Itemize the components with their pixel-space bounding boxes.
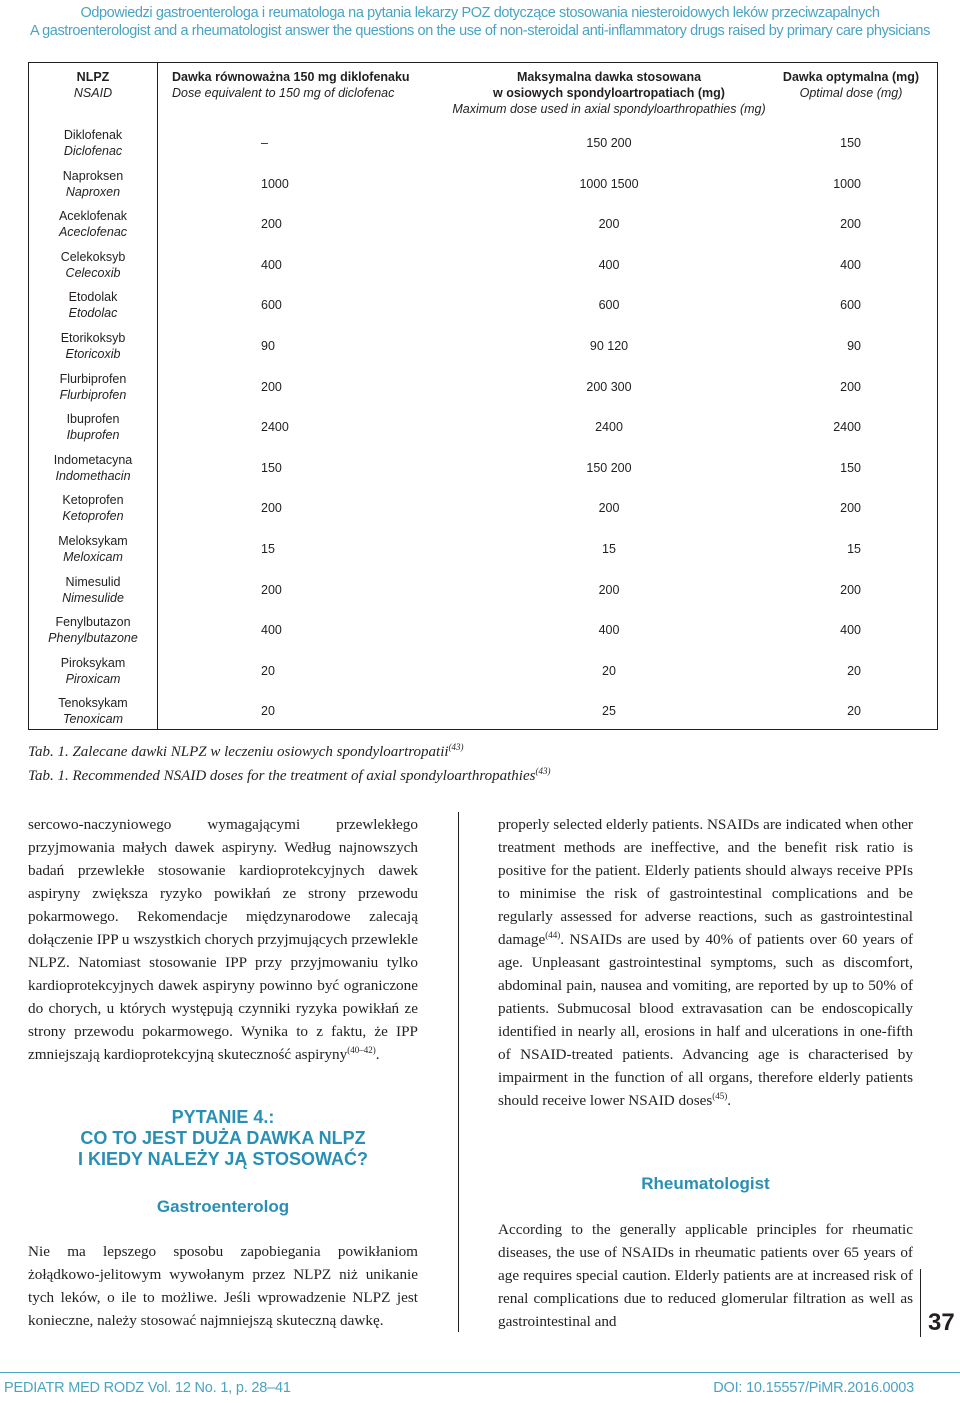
page-number-rule: [920, 1269, 921, 1337]
equiv-dose-cell: 200: [261, 501, 282, 516]
max-dose-cell: 150 200: [586, 460, 632, 475]
max-dose-cell: 600: [598, 298, 620, 313]
drug-name-pl: Tenoksykam: [58, 696, 128, 711]
equiv-dose-cell: 1000: [261, 176, 289, 191]
optimal-dose-cell: 1000: [833, 176, 861, 191]
equiv-dose-cell: –: [261, 136, 268, 150]
equiv-dose-cell: 200: [261, 217, 282, 232]
drug-name-pl: Flurbiprofen: [59, 371, 127, 386]
drug-name-en: Ibuprofen: [66, 428, 120, 443]
drug-name-pl: Fenylbutazon: [55, 615, 131, 630]
optimal-dose-cell: 400: [840, 257, 861, 272]
right-paragraph-1: properly selected elderly patients. NSAIDs are indicated when other treatment methods are ineffective, and the benefit risk ratio is positive for the patient. Elderly patients should always receive PPIs to minimise the risk of gastrointestinal complications and be regularly assessed for adverse reactions, such as gastrointestinal damage$^{(44)}$. NSAIDs are used by 40% of patients over 60 years of age. Unpleasant gastrointestinal symptoms, such as discomfort, abdominal pain, nausea and vomiting, are reported by up to 50% of patients. Submucosal blood extravasation can be endoscopically identified in nearly all, erosions in half and ulcerations in one-fifth of NSAID-treated patients. Advancing age is characterised by impairment in the function of all organs, therefore elderly patients should receive lower NSAID doses$^{(45)}$.: [498, 816, 913, 1109]
subheading-gastroenterolog: Gastroenterolog: [156, 1197, 290, 1216]
drug-cell: [29, 533, 157, 565]
footer-journal: PEDIATR MED RODZ Vol. 12 No. 1, p. 28–41: [4, 1380, 291, 1396]
drug-cell: [29, 655, 157, 687]
equiv-dose-cell: 400: [261, 257, 282, 272]
optimal-dose-cell: 150: [840, 136, 861, 150]
optimal-dose-cell: 600: [840, 298, 861, 313]
equiv-dose-cell: 600: [261, 298, 282, 313]
drug-cell: [29, 168, 157, 200]
max-dose-cell: 400: [598, 257, 620, 272]
question-heading: PYTANIE 4.: CO TO JEST DUŻA DAWKA NLPZ I KIEDY NALEŻY JĄ STOSOWAĆ?: [77, 1107, 369, 1169]
drug-cell: [29, 695, 157, 727]
drug-cell: [29, 371, 157, 403]
equiv-dose-cell: 150: [261, 460, 282, 475]
right-paragraph-2: According to the generally applicable principles for rheumatic diseases, the use of NSAIDs in rheumatic patients over 65 years of age requires special caution. Elderly patients are at increased risk of renal complications due to reduced glomerular filtration as well as gastrointestinal and: [498, 1221, 913, 1330]
drug-name-pl: Aceklofenak: [58, 209, 128, 224]
drug-name-en: Diclofenac: [63, 144, 123, 158]
max-dose-cell: 200: [598, 217, 620, 232]
drug-cell: [29, 411, 157, 443]
optimal-dose-cell: 20: [847, 663, 861, 678]
drug-cell: [29, 127, 157, 159]
footer-doi: DOI: 10.15557/PiMR.2016.0003: [713, 1380, 914, 1396]
header-drug: NLPZ NSAID: [73, 70, 113, 100]
max-dose-cell: 200: [598, 582, 620, 597]
drug-name-en: Naproxen: [65, 184, 121, 199]
drug-name-pl: Celekoksyb: [60, 249, 126, 264]
running-header-pl: Odpowiedzi gastroenterologa i reumatologa na pytania lekarzy POZ dotyczące stosowania niesteroidowych leków przeciwzapalnych: [80, 5, 880, 21]
max-dose-cell: 90 120: [589, 339, 629, 353]
equiv-dose-cell: 2400: [261, 420, 289, 435]
equiv-dose-cell: 20: [261, 704, 275, 719]
optimal-dose-cell: 20: [847, 704, 861, 719]
optimal-dose-cell: 2400: [833, 420, 861, 435]
header-equiv: Dawka równoważna 150 mg diklofenaku Dose equivalent to 150 mg of diclofenac: [172, 70, 410, 100]
drug-cell: [29, 452, 157, 484]
optimal-dose-cell: 200: [840, 379, 861, 394]
equiv-dose-cell: 400: [261, 623, 282, 638]
drug-cell: [29, 289, 157, 321]
max-dose-cell: 200 300: [586, 379, 632, 394]
footer-rule: [0, 1372, 960, 1373]
max-dose-cell: 200: [598, 501, 620, 516]
equiv-dose-cell: 15: [261, 542, 275, 556]
table-caption-pl: Tab. 1. Zalecane dawki NLPZ w leczeniu osiowych spondyloartropatii$^{(43)}$: [28, 742, 464, 760]
max-dose-cell: 1000 1500: [579, 176, 639, 191]
drug-name-en: Flurbiprofen: [59, 387, 127, 402]
optimal-dose-cell: 200: [840, 501, 861, 516]
drug-name-pl: Etodolak: [68, 290, 118, 305]
max-dose-cell: 400: [598, 623, 620, 638]
optimal-dose-cell: 200: [840, 582, 861, 597]
drug-name-pl: Piroksykam: [60, 655, 126, 670]
drug-cell: [29, 249, 157, 281]
drug-name-pl: Nimesulid: [65, 574, 121, 589]
nsaid-dose-table: [28, 62, 938, 730]
optimal-dose-cell: 90: [847, 339, 861, 353]
drug-name-en: Phenylbutazone: [48, 631, 138, 646]
optimal-dose-cell: 150: [840, 460, 861, 475]
drug-name-pl: Indometacyna: [53, 452, 133, 467]
running-header: [0, 4, 960, 40]
drug-name-en: Etodolac: [68, 306, 118, 321]
drug-name-pl: Etorikoksyb: [60, 331, 126, 345]
header-opt: Dawka optymalna (mg) Optimal dose (mg): [782, 70, 920, 100]
drug-name-en: Etoricoxib: [65, 347, 121, 361]
drug-cell: [29, 574, 157, 606]
max-dose-cell: 25: [602, 704, 616, 719]
drug-name-en: Tenoxicam: [63, 712, 123, 727]
drug-name-en: Piroxicam: [65, 671, 121, 686]
optimal-dose-cell: 200: [840, 217, 861, 232]
drug-cell: [29, 614, 157, 646]
drug-name-en: Ketoprofen: [62, 509, 124, 524]
max-dose-cell: 15: [602, 542, 616, 556]
max-dose-cell: 2400: [595, 420, 623, 435]
equiv-dose-cell: 20: [261, 663, 275, 678]
drug-name-pl: Ketoprofen: [62, 493, 124, 508]
column-divider: [458, 812, 459, 1332]
drug-name-pl: Ibuprofen: [66, 412, 120, 427]
drug-name-en: Indomethacin: [55, 468, 131, 483]
subheading-rheumatologist: Rheumatologist: [641, 1174, 770, 1193]
equiv-dose-cell: 200: [261, 379, 282, 394]
page-number: 37: [928, 1309, 955, 1336]
drug-name-en: Celecoxib: [65, 265, 121, 280]
drug-cell: [29, 492, 157, 524]
max-dose-cell: 20: [602, 663, 616, 678]
drug-name-en: Nimesulide: [62, 590, 124, 605]
drug-name-pl: Diklofenak: [63, 128, 123, 142]
table-caption-en: Tab. 1. Recommended NSAID doses for the treatment of axial spondyloarthropathies$^{(43)}$: [28, 766, 551, 784]
optimal-dose-cell: 15: [847, 542, 861, 556]
left-paragraph-1: sercowo-naczyniowego wymagającymi przewlekłego przyjmowania małych dawek aspiryny. Według najnowszych badań przewlekłe stosowanie kardioprotekcyjnych dawek aspiryny zwiększa ryzyko powikłań ze strony przewodu pokarmowego. Rekomendacje międzynarodowe zalecają dołączenie IPP u wszystkich chorych przyjmujących przewlekle NLPZ. Natomiast stosowanie IPP przy przyjmowaniu tylko kardioprotekcyjnych dawek aspiryny powinno być ograniczone do chorych, u których występują czynniki ryzyka powikłań ze strony przewodu pokarmowego. Wynika to z faktu, że IPP zmniejszają kardioprotekcyjną skuteczność aspiryny$^{(40-42)}$.: [28, 816, 418, 1063]
equiv-dose-cell: 200: [261, 582, 282, 597]
left-paragraph-2: Nie ma lepszego sposobu zapobiegania powikłaniom żołądkowo-jelitowym wywołanym przez NLPZ niż unikanie tych leków, o ile to możliwe. Jeśli wprowadzenie NLPZ jest konieczne, należy stosować najmniejszą skuteczną dawkę.: [28, 1243, 418, 1329]
drug-cell: [29, 330, 157, 362]
drug-name-pl: Meloksykam: [58, 534, 128, 548]
drug-name-pl: Naproksen: [62, 168, 124, 183]
max-dose-cell: 150 200: [586, 136, 632, 150]
header-max: Maksymalna dawka stosowana w osiowych spondyloartropatiach (mg) Maximum dose used in axial spondyloarthropathies (mg): [452, 70, 766, 116]
equiv-dose-cell: 90: [261, 339, 275, 353]
optimal-dose-cell: 400: [840, 623, 861, 638]
drug-name-en: Meloxicam: [63, 550, 123, 564]
drug-cell: [29, 208, 157, 240]
running-header-en: A gastroenterologist and a rheumatologist answer the questions on the use of non-steroidal anti-inflammatory drugs raised by primary care physicians: [30, 23, 930, 39]
drug-name-en: Aceclofenac: [58, 225, 128, 240]
